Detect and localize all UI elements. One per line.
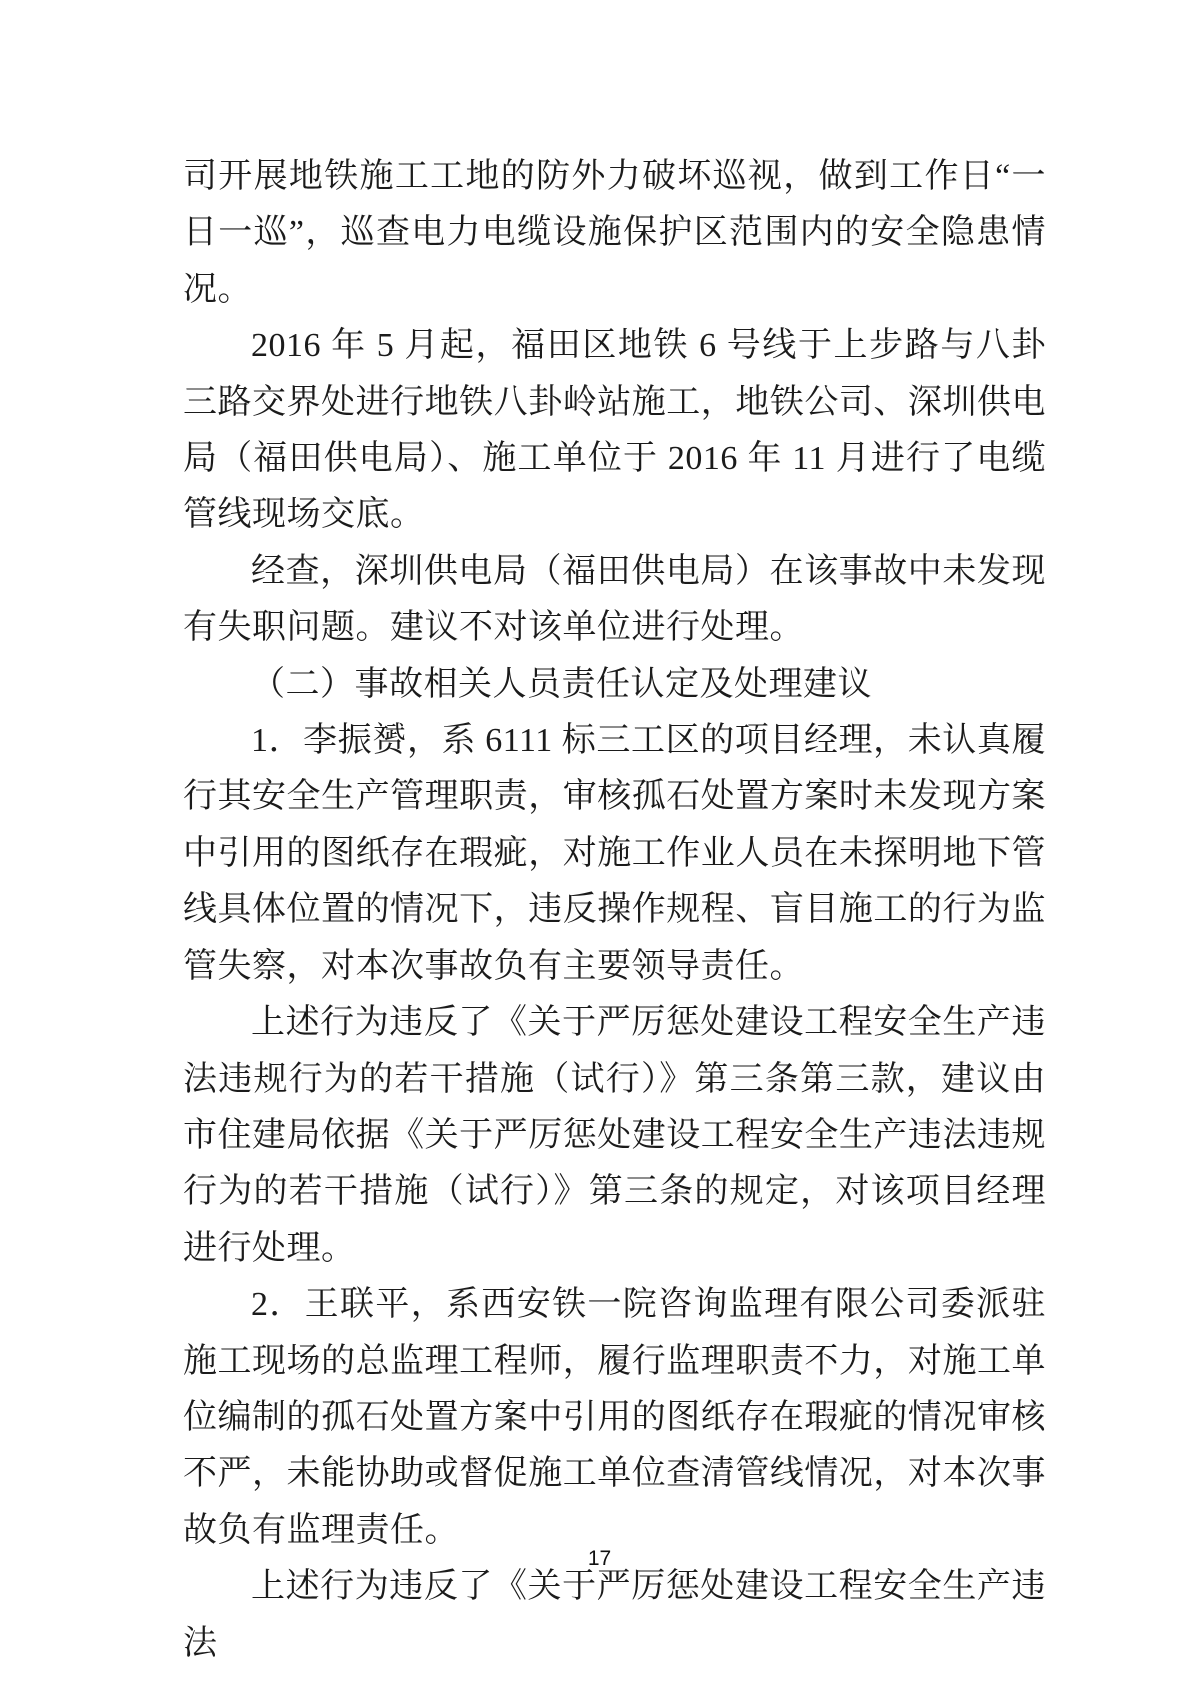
paragraph: 2．王联平，系西安铁一院咨询监理有限公司委派驻施工现场的总监理工程师，履行监理职责不力，对施工单位编制的孤石处置方案中引用的图纸存在瑕疵的情况审核不严，未能协助或督促施工单位查清管线情况，对本次事故负有监理责任。 xyxy=(183,1286,1046,1549)
paragraph: 经查，深圳供电局（福田供电局）在该事故中未发现有失职问题。建议不对该单位进行处理。 xyxy=(183,552,1046,647)
paragraph: 1．李振赟，系 6111 标三工区的项目经理，未认真履行其安全生产管理职责，审核孤石处置方案时未发现方案中引用的图纸存在瑕疵，对施工作业人员在未探明地下管线具体位置的情况下，违反操作规程、盲目施工的行为监管失察，对本次事故负有主要领导责任。 xyxy=(183,722,1046,985)
paragraph: 上述行为违反了《关于严厉惩处建设工程安全生产违法 xyxy=(183,1568,1046,1662)
paragraph: 上述行为违反了《关于严厉惩处建设工程安全生产违法违规行为的若干措施（试行）》第三条第三款，建议由市住建局依据《关于严厉惩处建设工程安全生产违法违规行为的若干措施（试行）》第三条的规定，对该项目经理进行处理。 xyxy=(183,1004,1046,1267)
text-body xyxy=(183,149,1046,1672)
paragraph: 司开展地铁施工工地的防外力破坏巡视，做到工作日“一日一巡”，巡查电力电缆设施保护区范围内的安全隐患情况。 xyxy=(183,158,1046,308)
page-number: 17 xyxy=(587,1547,612,1570)
section-heading: （二）事故相关人员责任认定及处理建议 xyxy=(251,665,872,703)
page-footer xyxy=(0,1547,1199,1571)
paragraph: 2016 年 5 月起，福田区地铁 6 号线于上步路与八卦三路交界处进行地铁八卦岭站施工，地铁公司、深圳供电局（福田供电局）、施工单位于 2016 年 11 月进行了电缆管线现场交底。 xyxy=(183,327,1046,534)
